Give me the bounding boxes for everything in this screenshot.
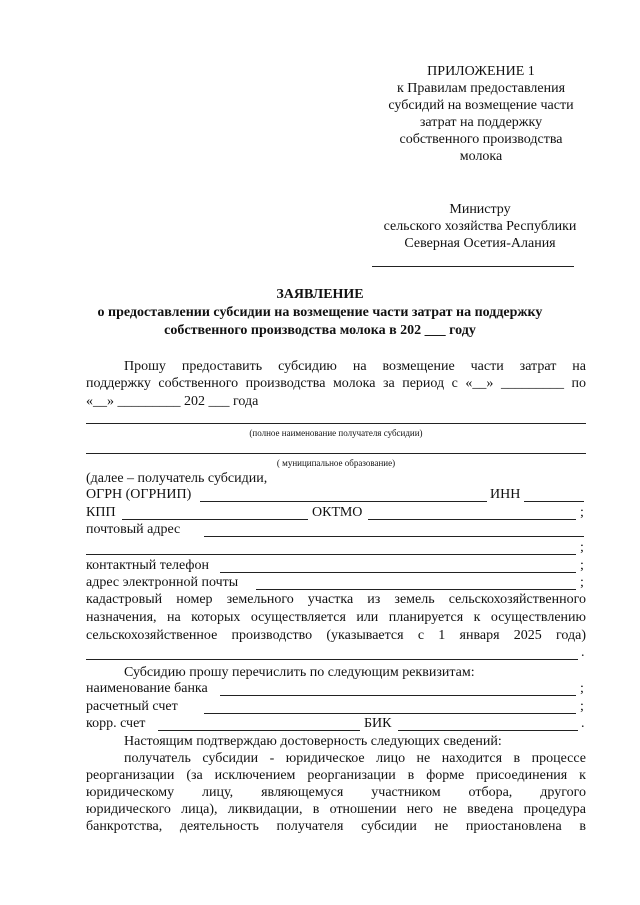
postal-address-row — [86, 520, 586, 539]
corr-account-field[interactable] — [158, 730, 360, 731]
cadastral-line: сельскохозяйственное производство (указывается с 1 января 2025 года) — [86, 628, 586, 643]
semicolon: ; — [580, 540, 584, 555]
semicolon: ; — [580, 681, 584, 696]
semicolon: ; — [580, 558, 584, 573]
confirm-line: реорганизации (за исключением реорганизации в форме присоединения к — [86, 768, 586, 783]
confirm-line: юридическому лицу, являющемуся участником отбора, другого — [86, 785, 586, 800]
oktmo-label: ОКТМО — [312, 505, 363, 520]
appendix-line: молока — [459, 149, 503, 164]
cadastral-line: назначения, на которых осуществляется или планируется к осуществлению — [86, 610, 586, 625]
inn-field[interactable] — [524, 501, 584, 502]
corr-account-label: корр. счет — [86, 716, 146, 731]
ogrn-label: ОГРН (ОГРНИП) — [86, 487, 192, 502]
request-line: Прошу предоставить субсидию на возмещение части затрат на — [124, 359, 586, 374]
phone-label: контактный телефон — [86, 558, 209, 573]
addressee-line: Министру — [449, 202, 511, 217]
email-field[interactable] — [256, 589, 576, 590]
semicolon: ; — [580, 505, 584, 520]
addressee-line: сельского хозяйства Республики — [383, 219, 577, 234]
postal-address-field[interactable] — [204, 536, 584, 537]
ogrn-field[interactable] — [200, 501, 487, 502]
appendix-line: затрат на поддержку — [419, 115, 543, 130]
bank-intro: Субсидию прошу перечислить по следующим реквизитам: — [124, 665, 475, 680]
cadastral-field-row — [86, 643, 586, 662]
email-row — [86, 573, 586, 592]
semicolon: ; — [580, 575, 584, 590]
confirm-line: банкротства, деятельность получателя субсидии не приостановлена в — [86, 819, 586, 834]
bik-label: БИК — [364, 716, 392, 731]
appendix-line: к Правилам предоставления — [396, 81, 566, 96]
corr-account-row — [86, 714, 586, 733]
document-subtitle-line: о предоставлении субсидии на возмещение части затрат на поддержку — [97, 305, 543, 320]
appendix-line: субсидий на возмещение части — [388, 98, 574, 113]
period: . — [581, 716, 585, 731]
municipality-caption: ( муниципальное образование) — [276, 458, 396, 468]
cadastral-line: кадастровый номер земельного участка из земель сельскохозяйственного — [86, 592, 586, 607]
postal-address-cont-row — [86, 538, 586, 557]
bank-name-field[interactable] — [220, 695, 576, 696]
postal-address-label: почтовый адрес — [86, 522, 181, 537]
bik-field[interactable] — [398, 730, 578, 731]
request-line: поддержку собственного производства молока за период с «__» _________ по — [86, 376, 586, 391]
request-line: «__» _________ 202 ___ года — [86, 394, 259, 409]
confirm-line: получатель субсидии - юридическое лицо не находится в процессе — [124, 751, 586, 766]
ogrn-inn-row — [86, 485, 586, 504]
account-label: расчетный счет — [86, 699, 178, 714]
document-subtitle-line: собственного производства молока в 202 ___ году — [164, 323, 476, 338]
hereinafter-label: (далее – получатель субсидии, — [86, 471, 268, 486]
municipality-line[interactable] — [86, 453, 586, 454]
confirm-line: юридического лица), ликвидации, в отношении него не введена процедура — [86, 802, 586, 817]
addressee-line: Северная Осетия-Алания — [404, 236, 556, 251]
addressee-signature-line — [372, 266, 574, 267]
kpp-label: КПП — [86, 505, 116, 520]
document-title: ЗАЯВЛЕНИЕ — [276, 287, 364, 302]
recipient-name-line[interactable] — [86, 423, 586, 424]
confirm-intro: Настоящим подтверждаю достоверность следующих сведений: — [124, 734, 502, 749]
period: . — [581, 645, 585, 660]
semicolon: ; — [580, 699, 584, 714]
email-label: адрес электронной почты — [86, 575, 239, 590]
recipient-name-caption: (полное наименование получателя субсидии) — [249, 428, 423, 438]
appendix-title: ПРИЛОЖЕНИЕ 1 — [427, 64, 535, 79]
postal-address-field-cont[interactable] — [86, 554, 576, 555]
inn-label: ИНН — [490, 487, 521, 502]
appendix-line: собственного производства — [399, 132, 563, 147]
cadastral-number-field[interactable] — [86, 659, 578, 660]
bank-name-row — [86, 679, 586, 698]
bank-name-label: наименование банка — [86, 681, 208, 696]
